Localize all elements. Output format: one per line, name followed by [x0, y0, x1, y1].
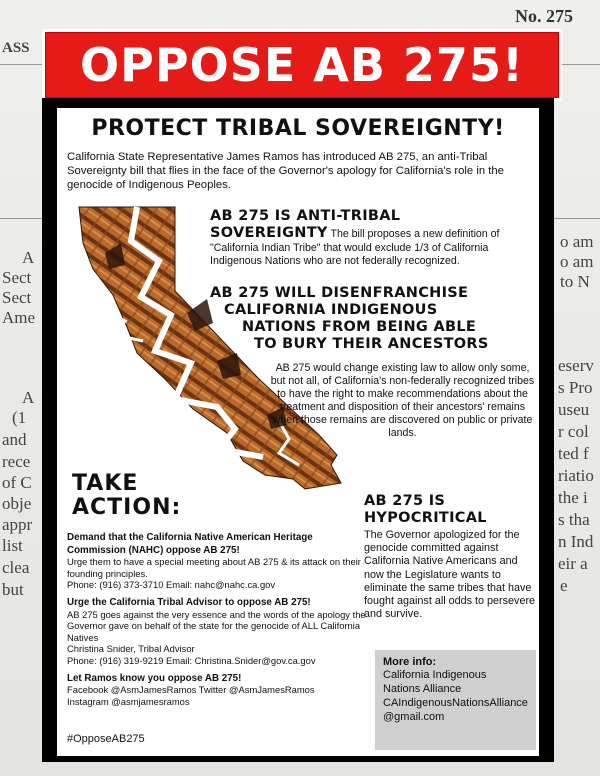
more-info-line: Nations Alliance	[383, 683, 462, 695]
poster-card	[57, 108, 539, 756]
action-line: Urge them to have a special meeting about AB 275 & its attack on their founding principles.	[67, 556, 361, 579]
bill-fragment: (1	[12, 408, 27, 427]
bill-fragment: o am	[560, 232, 594, 251]
hashtag: #OpposeAB275	[67, 733, 145, 745]
more-info-email: CAIndigenousNationsAlliance	[383, 697, 528, 709]
more-info-email: @gmail.com	[383, 711, 445, 723]
bill-fragment: A	[22, 388, 35, 407]
more-info-line: California Indigenous	[383, 669, 487, 681]
section-heading: SOVEREIGNTY	[210, 225, 328, 241]
poster	[42, 98, 554, 762]
title-banner	[42, 29, 562, 101]
bill-fragment: o am	[560, 252, 594, 271]
action-line: Christina Snider, Tribal Advisor	[67, 643, 195, 655]
section-heading-line: AB 275 WILL DISENFRANCHISE	[210, 285, 469, 301]
action-title: Let Ramos know you oppose AB 275!	[67, 672, 242, 684]
bill-fragment: r col	[558, 422, 589, 441]
bill-fragment: list	[2, 536, 23, 555]
action-line: AB 275 goes against the very essence and the words of the apology the Governor gave on behalf of the state for the genocide of ALL California Natives	[67, 608, 366, 643]
section-anti-tribal	[210, 208, 535, 268]
section-heading-line: NATIONS FROM BEING ABLE	[242, 319, 477, 335]
bill-fragment: clea	[2, 558, 30, 577]
action-line: Instagram @asmjamesramos	[67, 695, 190, 707]
more-info-title: More info:	[383, 656, 437, 668]
action-contact: Phone: (916) 373-3710 Email: nahc@nahc.ca.gov	[67, 579, 276, 591]
bill-fragment: A	[22, 248, 35, 267]
bill-fragment: n Ind	[558, 532, 594, 551]
bill-fragment: eserv	[558, 356, 594, 375]
action-item	[67, 596, 367, 667]
bill-number: No. 275	[515, 6, 573, 26]
banner-title: OPPOSE AB 275!	[80, 38, 524, 92]
bill-fragment: and	[2, 430, 27, 449]
take-action-line: ACTION:	[72, 495, 182, 520]
section-body	[210, 225, 535, 268]
bill-fragment: but	[2, 580, 24, 599]
bill-fragment: ted f	[558, 444, 589, 463]
bill-fragment: to N	[560, 272, 590, 291]
bill-fragment: of C	[2, 473, 32, 492]
section-hypocritical	[364, 493, 536, 621]
take-action-heading	[72, 472, 181, 520]
action-item	[67, 531, 367, 591]
bill-fragment: Sect	[2, 268, 32, 287]
bill-fragment: ASS	[2, 40, 30, 56]
bill-fragment: s Pro	[558, 378, 593, 397]
section-heading-line: AB 275 IS	[364, 493, 446, 509]
bill-fragment: obje	[2, 494, 32, 513]
section-body-text: The bill proposes a new definition of "California Indian Tribe" that would exclude 1/3 of California Indigenous Nations who are not federally recognized.	[210, 228, 500, 267]
section-body: The Governor apologized for the genocide committed against California Native Americans and now the Legislature wants to eliminate the same tribes that have fought against all odds to persevere and survive.	[364, 529, 536, 621]
section-heading-line: CALIFORNIA INDIGENOUS	[224, 302, 438, 318]
section-disenfranchise	[210, 285, 535, 353]
section-disenfranchise-body: AB 275 would change existing law to allow only some, but not all, of California's non-federally recognized tribes to have the right to make recommendations about the treatment and disposition of their ancestors' remains when those remains are discovered on public or private lands.	[270, 362, 535, 439]
bill-fragment: eir a	[558, 554, 588, 573]
poster-heading: PROTECT TRIBAL SOVEREIGNTY!	[91, 116, 505, 141]
action-list	[67, 531, 367, 707]
action-title: Demand that the California Native American Heritage Commission (NAHC) oppose AB 275!	[67, 532, 313, 556]
bill-fragment: e	[560, 576, 568, 595]
bill-fragment: Ame	[2, 308, 36, 327]
bill-fragment: appr	[2, 515, 33, 534]
bill-fragment: s tha	[558, 510, 590, 529]
action-title: Urge the California Tribal Advisor to oppose AB 275!	[67, 596, 311, 608]
bill-fragment: the i	[558, 488, 588, 507]
bill-fragment: riatio	[558, 466, 594, 485]
action-item	[67, 672, 367, 708]
section-heading-line: TO BURY THEIR ANCESTORS	[254, 336, 489, 352]
action-line: Facebook @AsmJamesRamos Twitter @AsmJamesRamos	[67, 684, 315, 696]
take-action-line: TAKE	[72, 471, 139, 496]
section-heading: AB 275 IS ANTI-TRIBAL	[210, 208, 401, 224]
intro-text: California State Representative James Ramos has introduced AB 275, an anti-Tribal Sovereignty bill that flies in the face of the Governor's apology for California's role in the genocide of Indigenous Peoples.	[67, 151, 504, 191]
bill-fragment: rece	[2, 452, 31, 471]
action-contact: Phone: (916) 319-9219 Email: Christina.Snider@gov.ca.gov	[67, 654, 316, 666]
section-heading-line: HYPOCRITICAL	[364, 510, 487, 526]
bill-fragment: Sect	[2, 288, 32, 307]
bill-fragment: useu	[558, 400, 590, 419]
more-info-box	[375, 650, 536, 750]
